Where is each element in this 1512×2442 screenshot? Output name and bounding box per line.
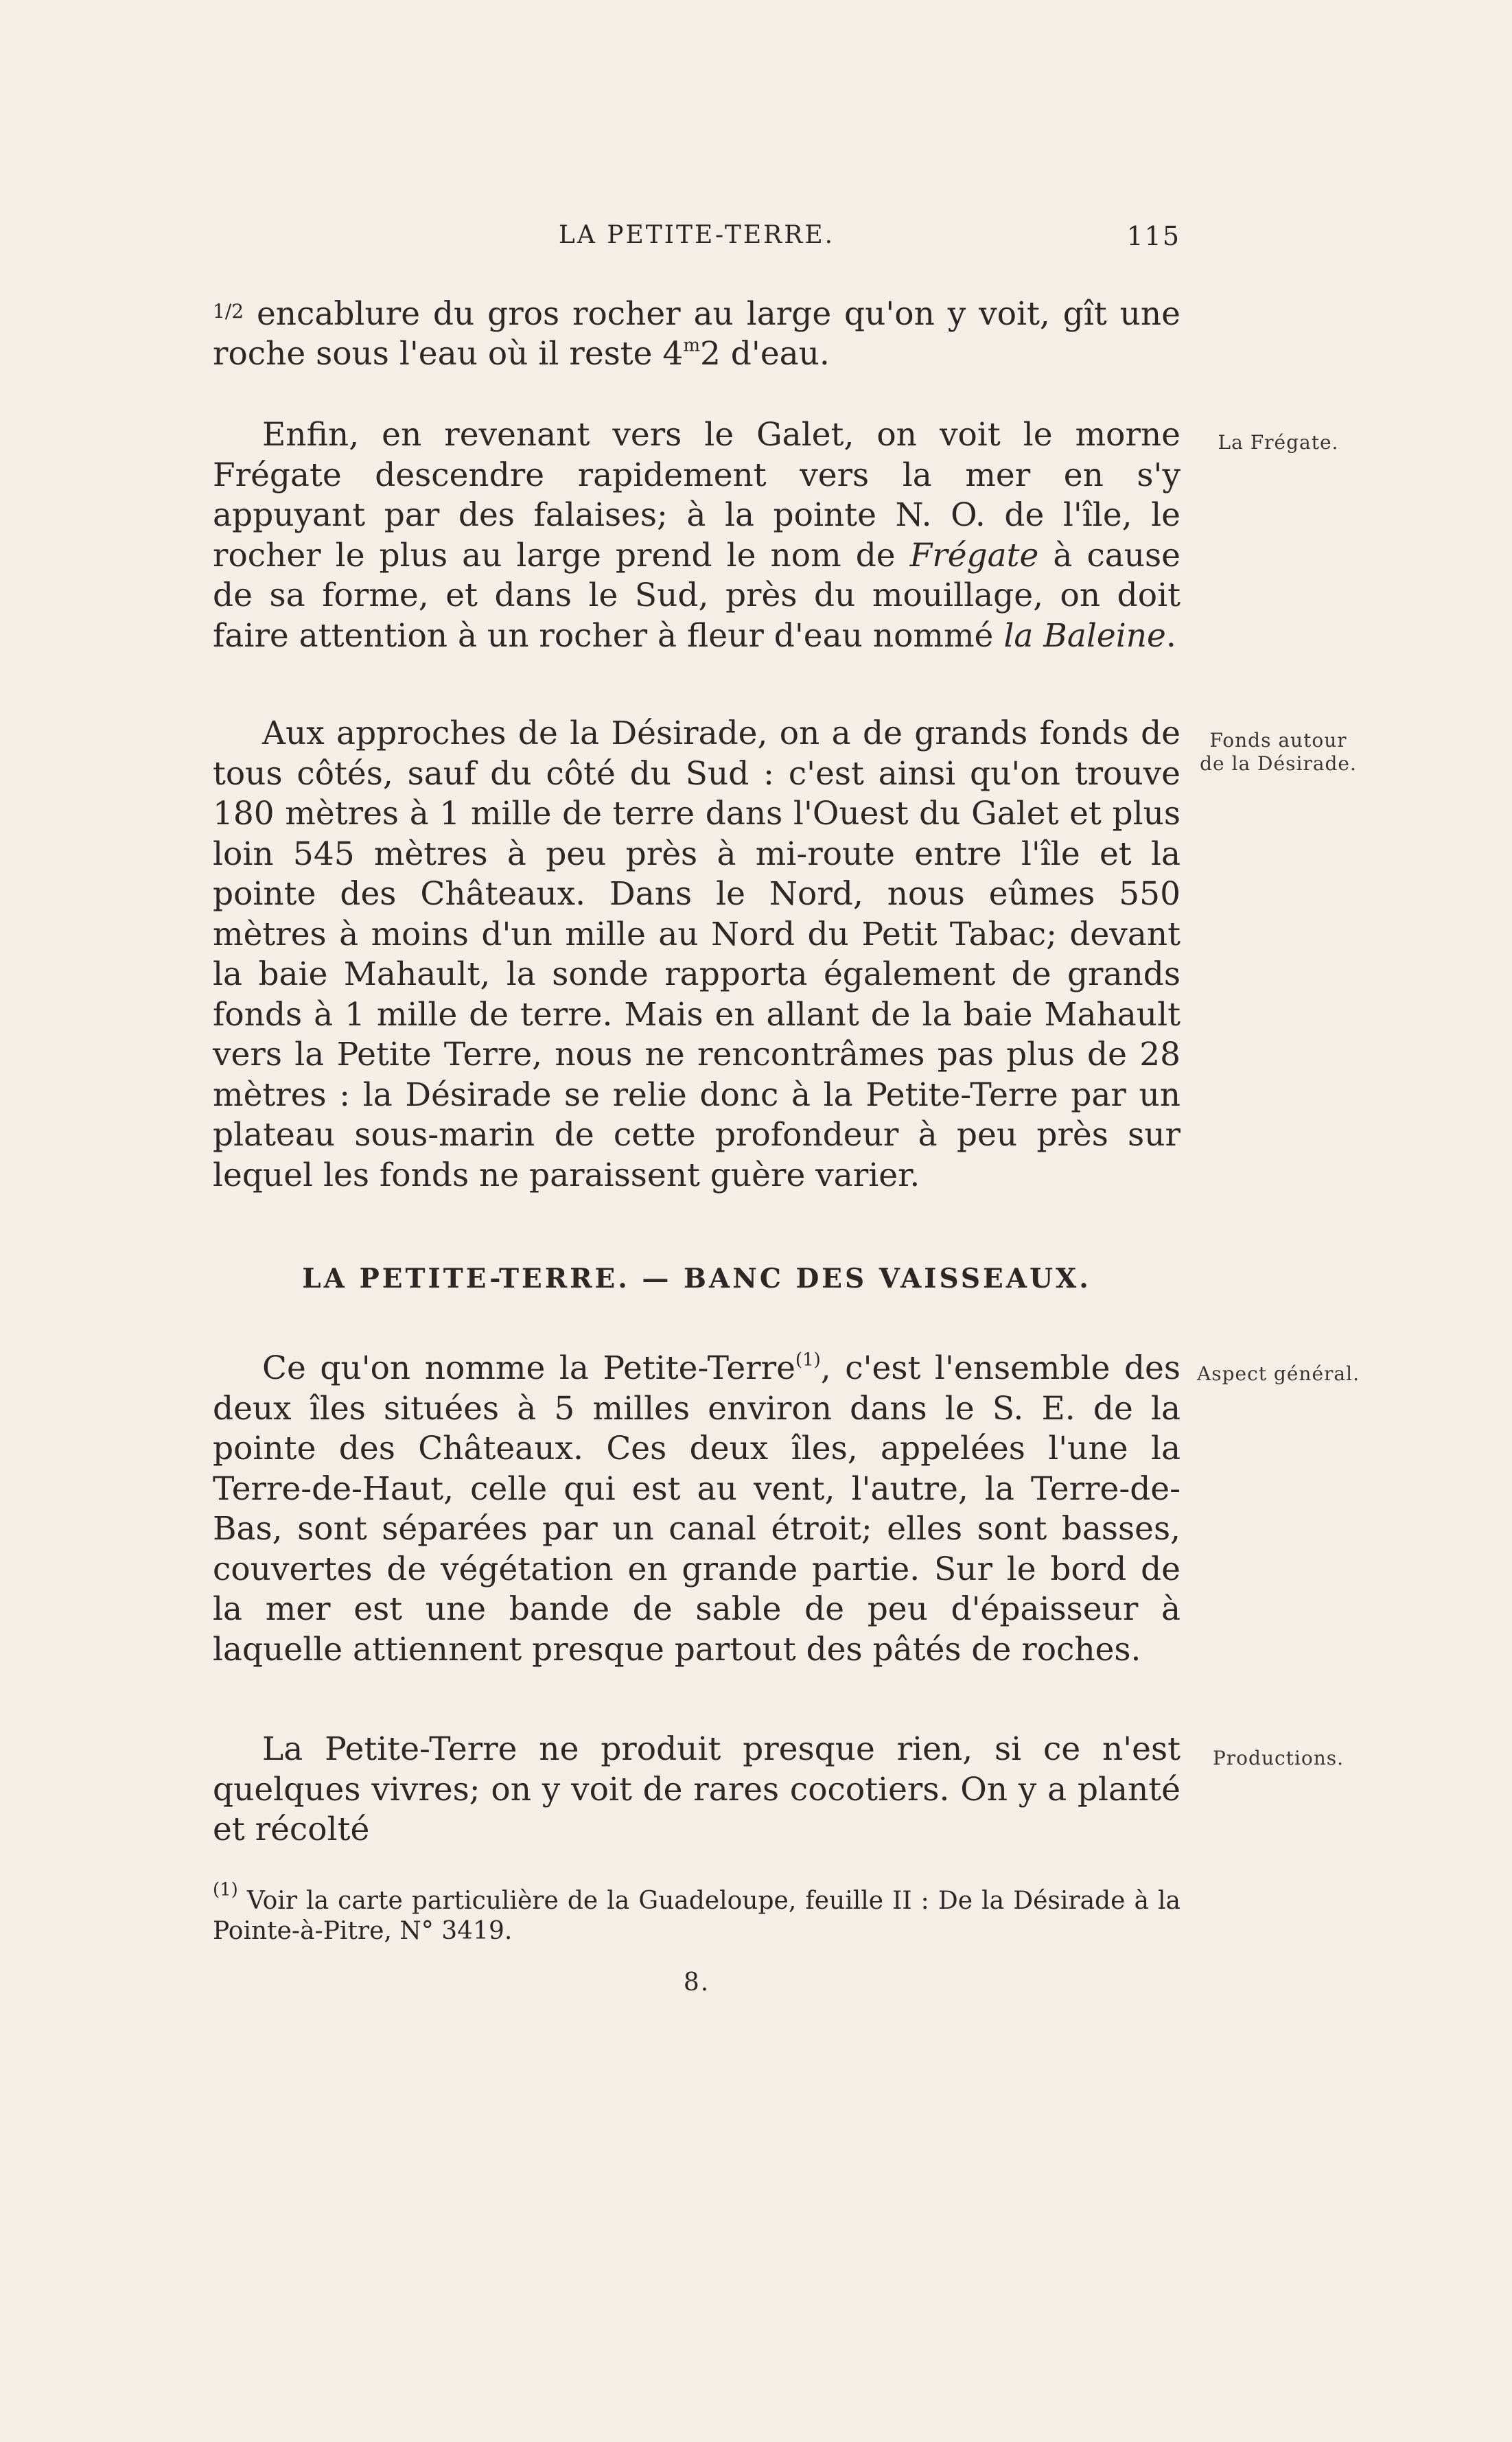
section-heading: LA PETITE-TERRE. — BANC DES VAISSEAUX. <box>302 1263 1091 1294</box>
margin-note-fregate: La Frégate. <box>1218 431 1339 454</box>
page-header <box>213 221 1180 262</box>
footnote: $^{(1)}$ Voir la carte particulière de la Guadeloupe, feuille II : De la Désirade à la Pointe-à-Pitre, N° 3419. <box>213 1879 1180 1945</box>
paragraph-aspect: Ce qu'on nomme la Petite-Terre$^{(1)}$, c'est l'ensemble des deux îles situées à 5 milles environ dans le S. E. de la pointe des Châteaux. Ces deux îles, appelées l'une la Terre-de-Haut, celle qui est au vent, l'autre, la Terre-de-Bas, sont séparées par un canal étroit; elles sont basses, couvertes de végétation en grande partie. Sur le bord de la mer est une bande de sable de peu d'épaisseur à laquelle attiennent presque partout des pâtés de roches. <box>213 1349 1180 1668</box>
footnote-marker: (1) <box>213 1879 238 1900</box>
margin-note-productions: Productions. <box>1212 1747 1345 1769</box>
running-title: LA PETITE-TERRE. <box>558 221 835 249</box>
paragraph-fonds: Aux approches de la Désirade, on a de grands fonds de tous côtés, sauf du côté du Sud : c'est ainsi qu'on trouve 180 mètres à 1 mille de terre dans l'Ouest du Galet et plus loin 545 mètres à peu près à mi-route entre l'île et la pointe des Châteaux. Dans le Nord, nous eûmes 550 mètres à moins d'un mille au Nord du Petit Tabac; devant la baie Mahault, la sonde rapporta également de grands fonds à 1 mille de terre. Mais en allant de la baie Mahault vers la Petite Terre, nous ne rencontrâmes pas plus de 28 mètres : la Désirade se relie donc à la Petite-Terre par un plateau sous-marin de cette profondeur à peu près sur lequel les fonds ne paraissent guère varier. <box>213 714 1180 1194</box>
paragraph-continuation: $^{1/2}$ encablure du gros rocher au large qu'on y voit, gît une roche sous l'eau où il reste 4$^m$2 d'eau. <box>213 294 1180 373</box>
signature-mark: 8. <box>683 1968 710 1997</box>
fraction: 1/2 <box>213 300 244 323</box>
paragraph-productions: La Petite-Terre ne produit presque rien, si ce n'est quelques vivres; on y voit de rares cocotiers. On y a planté et récolté <box>213 1730 1180 1848</box>
margin-note-fonds: Fonds autour de la Désirade. <box>1200 729 1357 775</box>
paragraph-fregate: Enfin, en revenant vers le Galet, on voit le morne Frégate descendre rapidement vers la mer en s'y appuyant par des falaises; à la pointe N. O. de l'île, le rocher le plus au large prend le nom de Frégate à cause de sa forme, et dans le Sud, près du mouillage, on doit faire attention à un rocher à fleur d'eau nommé la Baleine. <box>213 416 1180 655</box>
footnote-ref: (1) <box>795 1349 821 1371</box>
margin-note-aspect: Aspect général. <box>1197 1362 1360 1385</box>
page-number: 115 <box>1126 221 1180 251</box>
